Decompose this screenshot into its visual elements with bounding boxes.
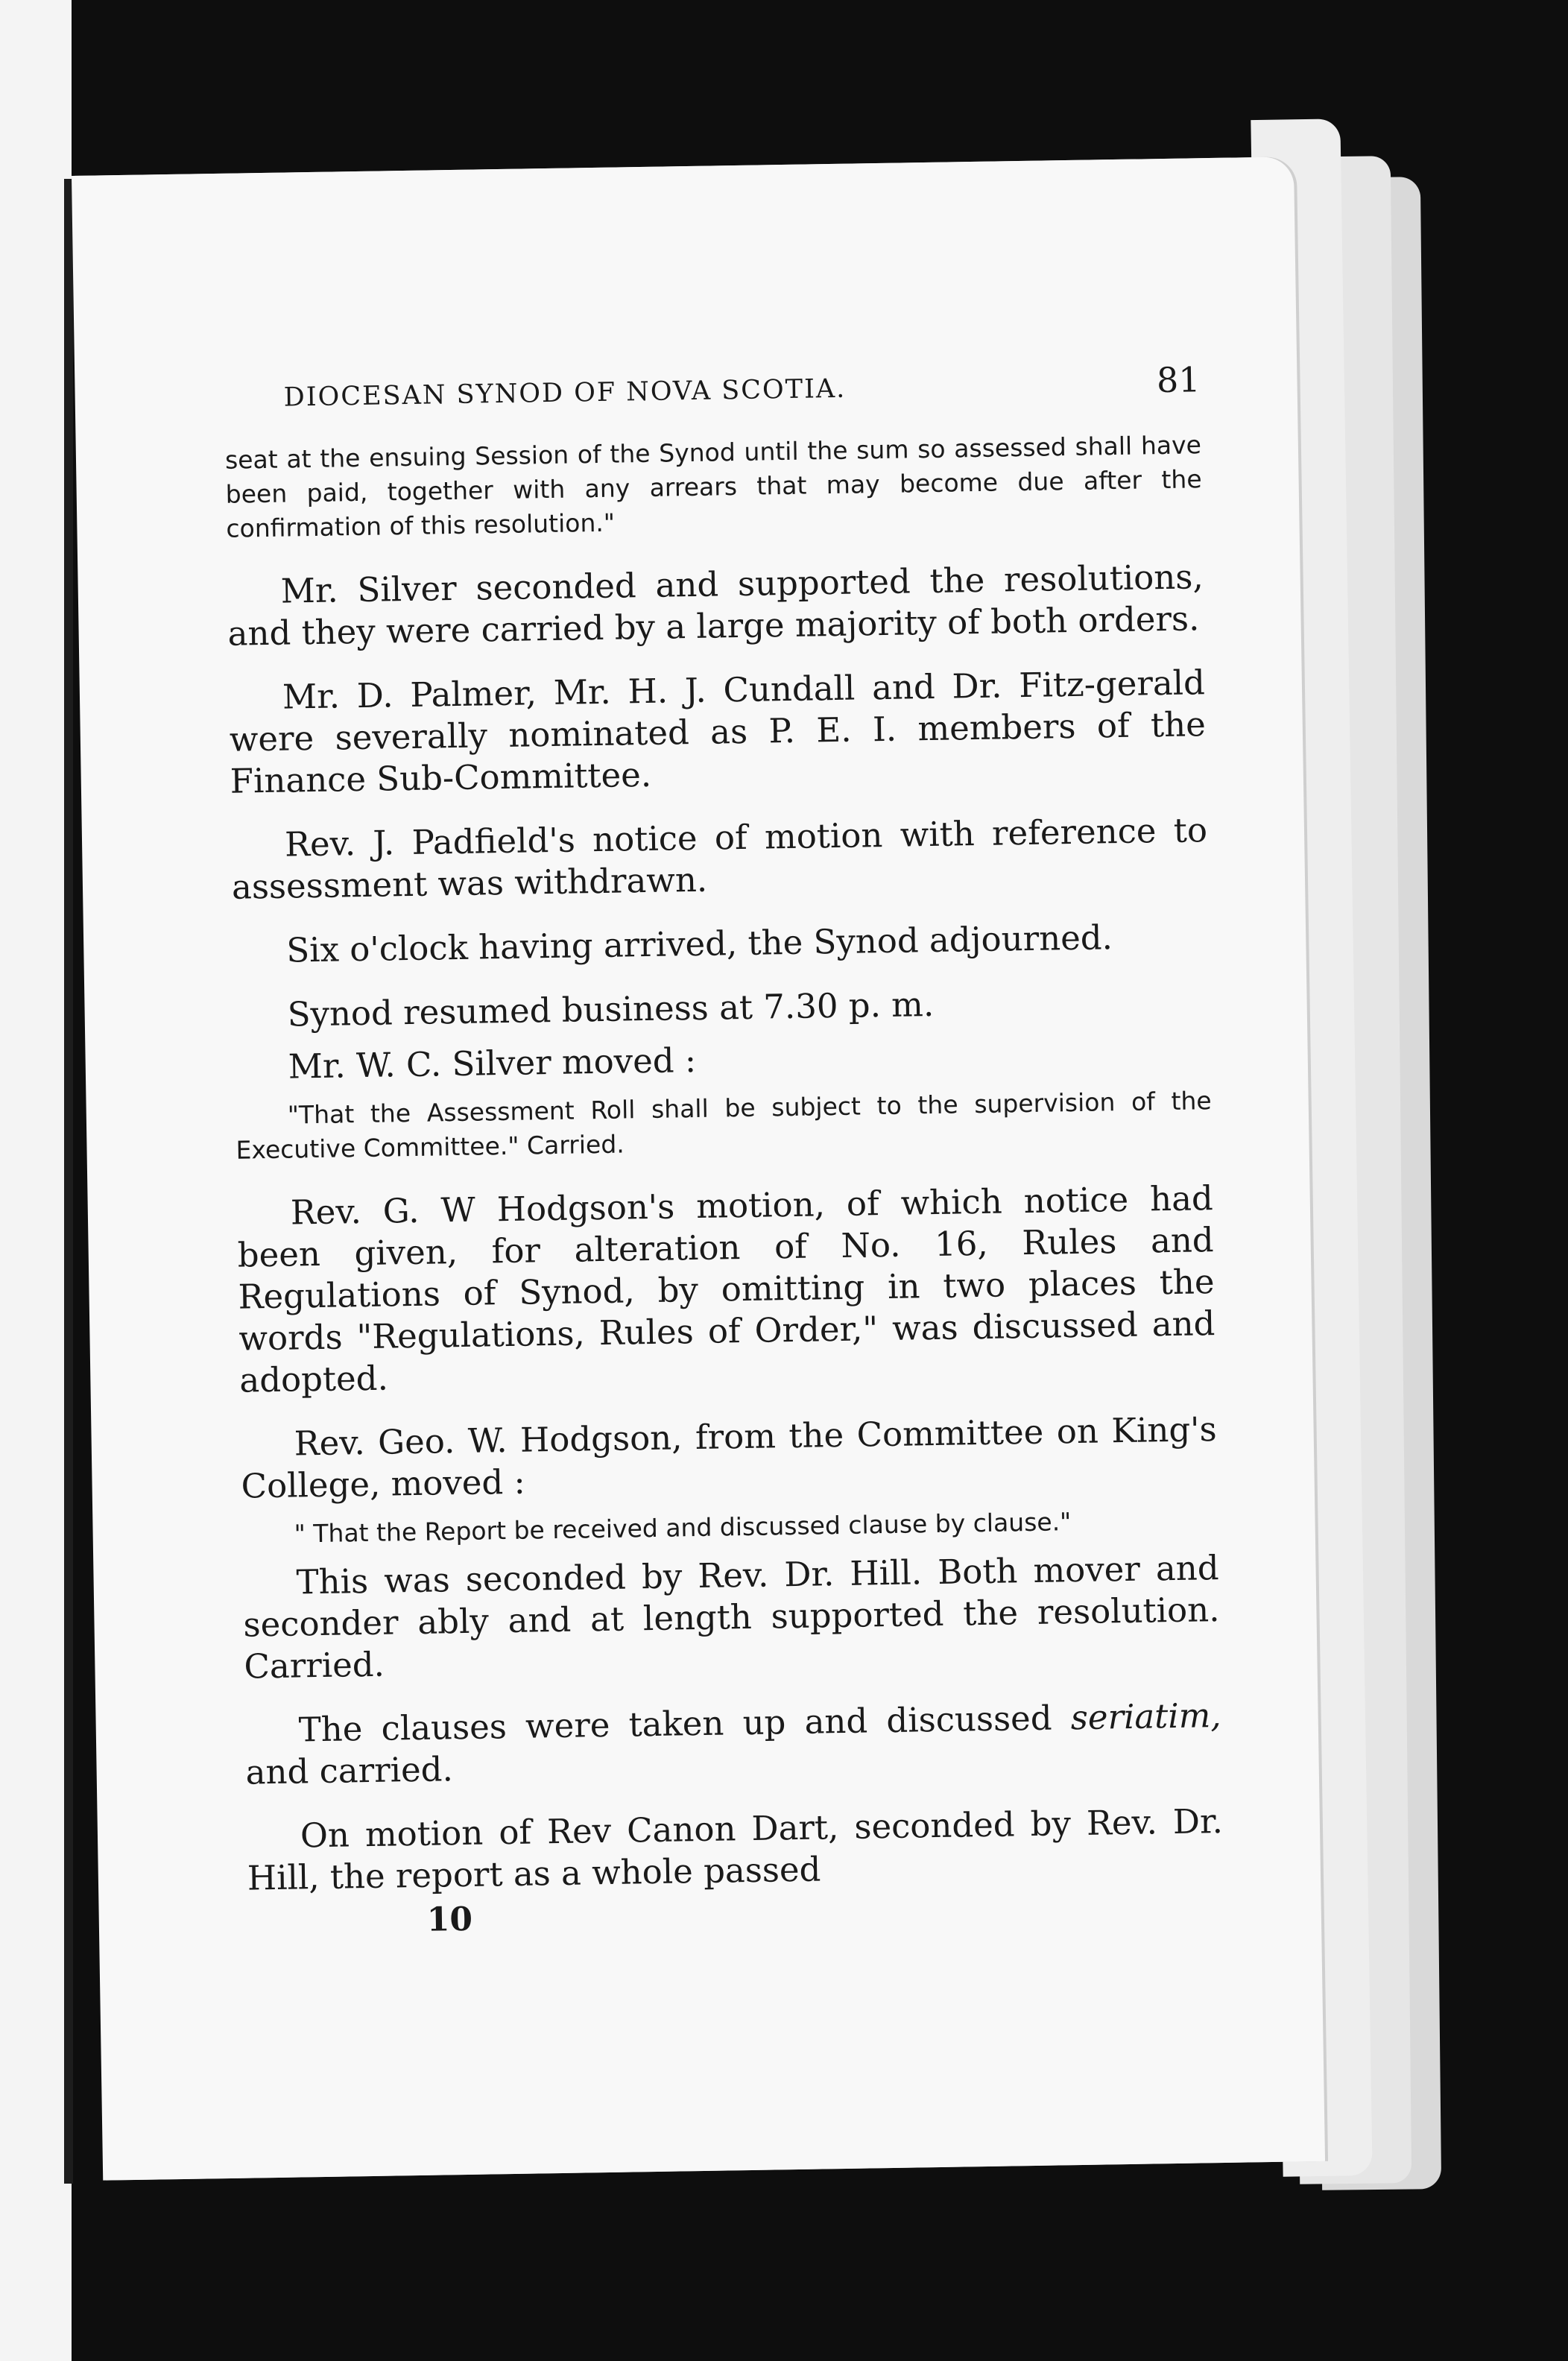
italic-word: seriatim, [1070, 1695, 1222, 1738]
scan-margin [0, 0, 72, 2361]
paragraph: Mr. D. Palmer, Mr. H. J. Cundall and Dr. Fitz-gerald were severally nominated as P. E. I. members of the Finance Sub-Committee. [229, 663, 1207, 801]
paragraph: On motion of Rev Canon Dart, seconded by Rev. Dr. Hill, the report as a whole passed [247, 1801, 1224, 1898]
signature-mark: 10 [426, 1900, 473, 1939]
paragraph-text: and carried. [245, 1749, 454, 1792]
book-gutter [64, 179, 73, 2184]
paragraph: Mr. W. C. Silver moved : [288, 1040, 697, 1087]
running-head-title: DIOCESAN SYNOD OF NOVA SCOTIA. [283, 373, 847, 413]
paragraph [244, 1695, 1222, 1794]
paragraph: Rev. Geo. W. Hodgson, from the Committee on King's College, moved : [241, 1409, 1218, 1506]
paragraph: Rev. G. W Hodgson's motion, of which notice had been given, for alteration of No. 16, Rules and Regulations of Synod, by omitting in two places the words "Regulations, Rules of Order," was discussed and adopted. [237, 1178, 1215, 1400]
quote-continuation: seat at the ensuing Session of the Synod until the sum so assessed shall have been paid, together with any arrears that may become due after the confirmation of this resolution." [224, 430, 1202, 543]
paragraph: Mr. Silver seconded and supported the resolutions, and they were carried by a large majority of both orders. [227, 557, 1204, 654]
paragraph: Six o'clock having arrived, the Synod adjourned. [285, 917, 1113, 970]
paragraph: This was seconded by Rev. Dr. Hill. Both mover and seconder ably and at length supported the resolution. Carried. [243, 1548, 1220, 1687]
book-page [72, 157, 1325, 2180]
paragraph: Rev. J. Padfield's notice of motion with reference to assessment was withdrawn. [231, 810, 1208, 907]
quoted-motion: "That the Assessment Roll shall be subject to the supervision of the Executive Committee." Carried. [235, 1086, 1212, 1165]
page-number: 81 [1156, 359, 1201, 401]
page-content [224, 359, 1224, 1941]
paragraph: Synod resumed business at 7.30 p. m. [287, 984, 935, 1034]
paragraph-text: The clauses were taken up and discussed [298, 1698, 1072, 1750]
quoted-motion: " That the Report be received and discussed clause by clause." [294, 1507, 1072, 1549]
running-head [283, 359, 1201, 414]
